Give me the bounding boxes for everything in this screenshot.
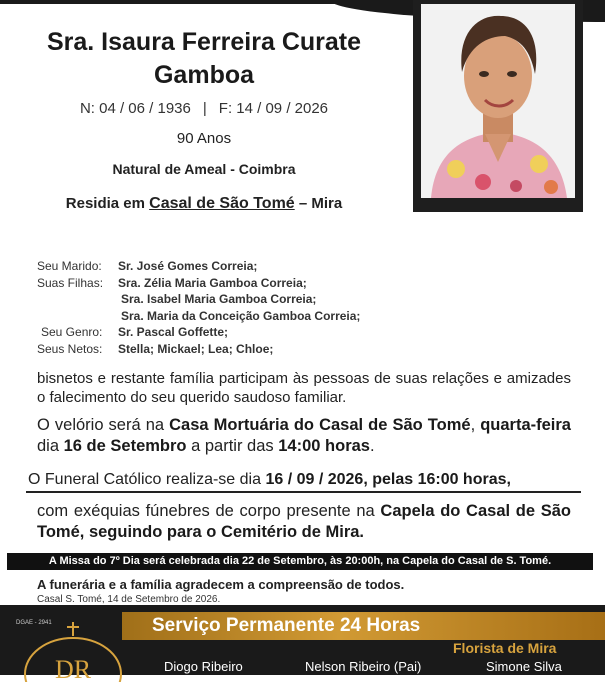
funeral-text [28, 471, 511, 489]
place-date: Casal S. Tomé, 14 de Setembro de 2026. [37, 594, 221, 605]
portrait-photo-frame [413, 0, 583, 212]
daughter-name: Sra. Zélia Maria Gamboa Correia; [118, 275, 307, 290]
residence [10, 195, 398, 213]
exequias-text [37, 501, 571, 543]
wake-date: 16 de Setembro [63, 437, 187, 455]
soninlaw-label: Seu Genro: [41, 325, 103, 339]
florist-label: Florista de Mira [453, 640, 557, 656]
funeral-home-logo [18, 622, 128, 682]
dates-line [10, 100, 398, 117]
service-text: Serviço Permanente 24 Horas [152, 615, 421, 636]
wake-place: Casa Mortuária do Casal de São Tomé [169, 416, 471, 434]
daughter-name: Sra. Isabel Maria Gamboa Correia; [121, 292, 317, 306]
death-date: F: 14 / 09 / 2026 [218, 100, 329, 117]
soninlaw-name: Sr. Pascal Goffette; [118, 325, 229, 339]
residence-prefix: Residia em [65, 195, 145, 212]
wake-text: O velório será na Casa Mortuária do Casal de São Tomé, quarta-feira dia 16 de Setembro a partir das 14:00 horas. [37, 416, 571, 455]
wake-from: a partir das [191, 437, 274, 455]
birth-date: N: 04 / 06 / 1936 [79, 100, 191, 117]
deceased-name: Sra. Isaura Ferreira Curate Gamboa [46, 28, 362, 89]
residence-suffix: – Mira [298, 195, 343, 212]
funeral-intro: O Funeral Católico realiza-se dia [28, 471, 261, 488]
birthplace: Natural de Ameal - Coimbra [112, 161, 296, 177]
wake-intro: O velório será na [37, 416, 165, 434]
family-list [37, 258, 360, 357]
license-number: DGAE - 2941 [16, 620, 52, 626]
thanks-text: A funerária e a família agradecem a compreensão de todos. [37, 577, 405, 592]
contact-name: Diogo Ribeiro [164, 659, 243, 674]
contact-name: Nelson Ribeiro (Pai) [305, 659, 422, 674]
husband-label: Seu Marido: [37, 259, 102, 273]
exequias-place: Capela do Casal de São Tomé, seguindo para o Cemitério de Mira. [37, 502, 571, 541]
wake-day: quarta-feira [480, 416, 571, 434]
wake-dia: dia [37, 437, 60, 455]
exequias-intro: com exéquias fúnebres de corpo presente na [37, 502, 375, 520]
funeral-date: 16 / 09 / 2026, pelas 16:00 horas, [265, 471, 511, 488]
participation-text: bisnetos e restante família participam às pessoas de suas relações e amizades o falecimento do seu querido saudoso familiar. [37, 370, 571, 406]
wake-time: 14:00 horas [278, 437, 370, 455]
grandchildren-label: Seus Netos: [37, 341, 103, 356]
husband-name: Sr. José Gomes Correia; [118, 259, 258, 273]
contact-name: Simone Silva [486, 659, 562, 674]
missa-banner: A Missa do 7º Dia será celebrada dia 22 de Setembro, às 20:00h, na Capela do Casal de S. Tomé. [7, 553, 593, 570]
logo-initials: DR [54, 655, 92, 682]
residence-place: Casal de São Tomé [149, 195, 295, 212]
portrait-illustration [421, 4, 575, 198]
age: 90 Anos [176, 130, 232, 147]
daughters-label: Suas Filhas: [37, 275, 104, 290]
portrait-photo [421, 4, 575, 198]
daughter-name: Sra. Maria da Conceição Gamboa Correia; [121, 308, 361, 323]
funeral-underline [26, 491, 581, 493]
grandchildren-names: Stella; Mickael; Lea; Chloe; [118, 341, 274, 356]
date-separator: | [202, 100, 207, 117]
